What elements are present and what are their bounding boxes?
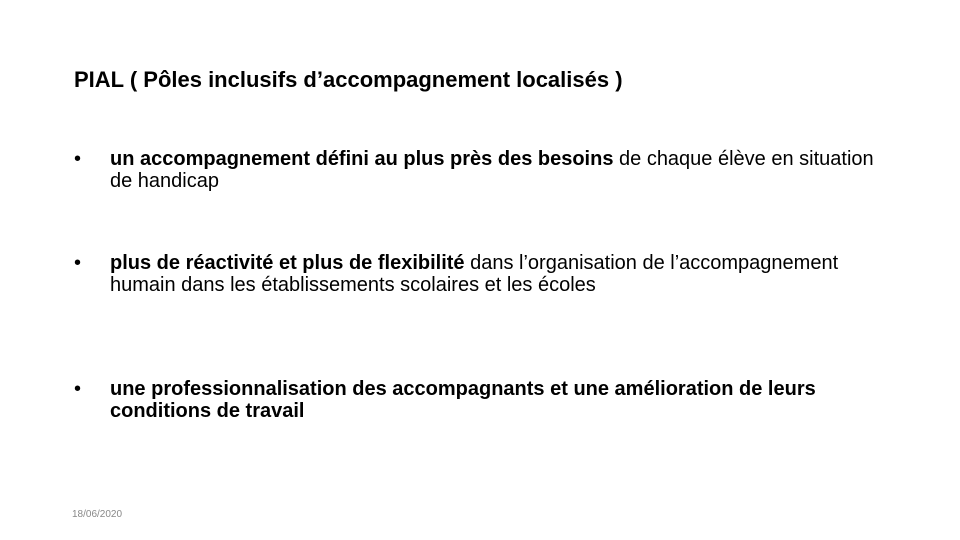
bullet-regular-text: de chaque élève en situation de handicap <box>110 148 874 192</box>
bullet-bold-text: un accompagnement défini au plus près des besoins <box>110 148 614 170</box>
bullet-text <box>110 378 874 422</box>
bullet-dot-icon: • <box>74 148 82 170</box>
bullet-bold-text: plus de réactivité et plus de flexibilité <box>110 252 465 274</box>
bullet-bold-text: une professionnalisation des accompagnants et une amélioration de leurs conditions de travail <box>110 378 816 422</box>
bullet-dot-icon: • <box>74 252 82 274</box>
bullet-regular-text: dans l’organisation de l’accompagnement humain dans les établissements scolaires et les écoles <box>110 252 839 296</box>
bullet-text <box>110 252 874 296</box>
bullet-text <box>110 148 874 192</box>
slide-title: PIAL ( Pôles inclusifs d’accompagnement localisés ) <box>74 67 623 92</box>
footer-date: 18/06/2020 <box>72 509 123 520</box>
bullet-dot-icon: • <box>74 378 82 400</box>
